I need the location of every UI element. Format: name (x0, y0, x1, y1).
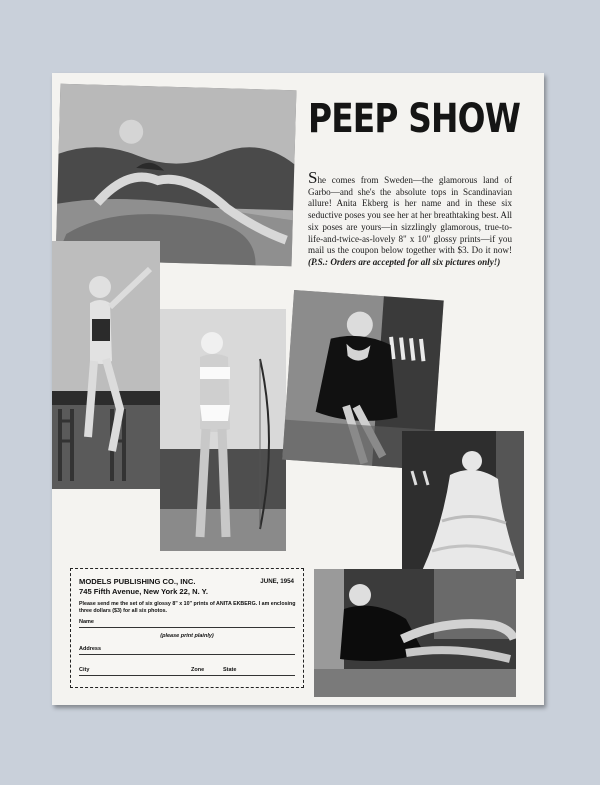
magazine-back-cover (52, 73, 544, 705)
article-body-text: he comes from Sweden—the glamorous land of Garbo—and she's the absolute tops in Scandinavian allure! Anita Ekberg is her name and in these six seductive poses you see her at her breathtaking best. All six poses are yours—in sizzlingly glamorous, true-to-life-and-twice-as-lovely 8" x 10" glossy prints—if you mail us the coupon below together with $3. Do it now! (308, 175, 512, 256)
photo-reclining-on-rock (56, 84, 297, 267)
dropcap: S (308, 168, 318, 187)
coupon-state-label: State (223, 667, 237, 673)
coupon-company: MODELS PUBLISHING CO., INC. (79, 577, 196, 586)
article-postscript: (P.S.: Orders are accepted for all six pictures only!) (308, 256, 501, 267)
coupon-address: 745 Fifth Avenue, New York 22, N. Y. (79, 587, 208, 596)
photo-white-gown (402, 431, 524, 579)
coupon-zone-label: Zone (191, 667, 205, 673)
coupon-name-label: Name (79, 619, 94, 625)
article-title: PEEP SHOW (308, 96, 521, 142)
photo-bikini-with-bow (160, 309, 286, 551)
coupon-name-field[interactable] (79, 619, 295, 628)
coupon-city-label: City (79, 667, 90, 673)
article-body (308, 168, 512, 269)
coupon-name-hint: (please print plainly) (160, 633, 214, 639)
photo-lounging-black-dress (314, 569, 516, 697)
coupon-city-zone-state-field[interactable] (79, 667, 295, 676)
coupon-message: Please send me the set of six glossy 8" x 10" prints of ANITA EKBERG. I am enclosing three dollars ($3) for all six photos. (79, 601, 296, 614)
coupon-address-label: Address (79, 646, 102, 652)
photo-poolside-ladder (52, 241, 160, 489)
order-coupon[interactable] (70, 568, 304, 688)
coupon-address-field[interactable] (79, 646, 295, 655)
coupon-date: JUNE, 1954 (260, 578, 294, 585)
